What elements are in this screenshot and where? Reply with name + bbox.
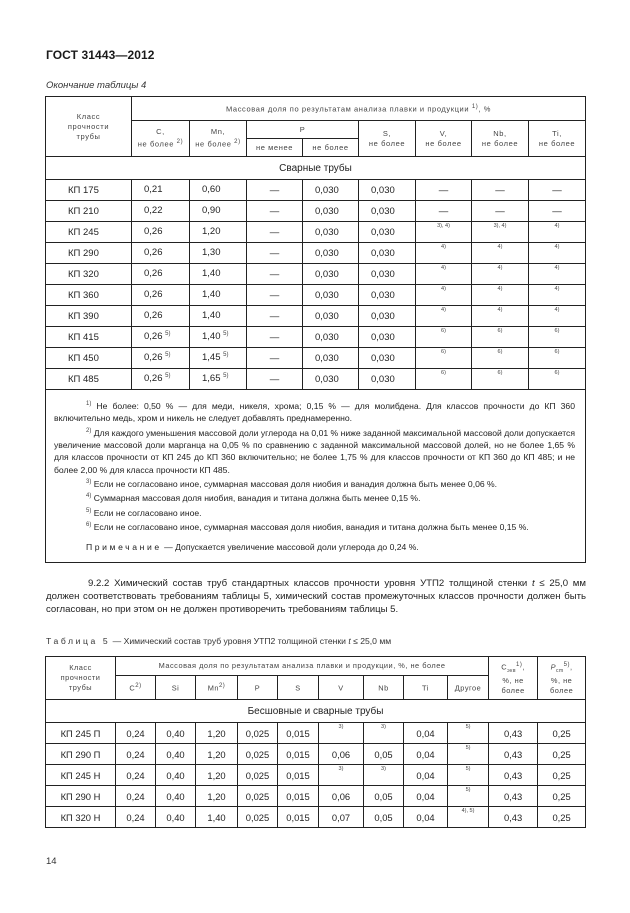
footnote-ref: 6) — [441, 369, 446, 376]
footnote-ref: 6) — [497, 348, 503, 355]
table-row: КП 415 0,26 $^{5)}$ 1,40 $^{5)}$ — 0,030 0,030 $^{6)}$ $^{6)}$ $^{6)}$ — [46, 327, 586, 348]
class-cell: КП 290 Н — [46, 786, 116, 807]
class-cell: КП 210 — [46, 201, 132, 222]
class-cell: КП 245 П — [46, 723, 116, 744]
table-row: КП 210 0,22 0,90 — 0,030 0,030 — — — — [46, 201, 586, 222]
footnote-1: $^{1)}$ Не более: 0,50 % — для меди, никеля, хрома; 0,15 % — для молибдена. Для классов прочности до КП 360 включительно медь, хром и никель не следует добавлять преднамеренно. — [54, 400, 575, 424]
table-row: КП 290 П 0,24 0,40 1,20 0,025 0,015 0,06 0,05 0,04 $^{5)}$ 0,43 0,25 — [46, 744, 586, 765]
table-row: КП 485 0,26 $^{5)}$ 1,65 $^{5)}$ — 0,030 0,030 $^{6)}$ $^{6)}$ $^{6)}$ — [46, 369, 586, 390]
class-cell: КП 320 Н — [46, 807, 116, 828]
header-p: P — [238, 676, 278, 700]
table-row: КП 320 Н 0,24 0,40 1,40 0,025 0,015 0,07 0,05 0,04 $^{4), 5)}$ 0,43 0,25 — [46, 807, 586, 828]
footnote-ref: 4) — [441, 306, 446, 313]
footnote-ref: 4), 5) — [461, 807, 475, 814]
table5-caption: Таблица 5 — Химический состав труб уровня УТП2 толщиной стенки t ≤ 25,0 мм — [46, 636, 392, 646]
table4-caption: Окончание таблицы 4 — [46, 80, 147, 91]
header-v: V — [319, 676, 364, 700]
footnote-3: $^{3)}$ Если не согласовано иное, суммарная массовая доля ниобия и ванадия должна быть менее 0,06 %. — [86, 479, 498, 490]
footnote-ref: 4) — [497, 243, 503, 250]
table-row: КП 450 0,26 $^{5)}$ 1,45 $^{5)}$ — 0,030 0,030 $^{6)}$ $^{6)}$ $^{6)}$ — [46, 348, 586, 369]
header-p-max: не более — [303, 139, 359, 157]
table4-note: Примечание — Допускается увеличение массовой доли углерода до 0,24 %. — [86, 542, 419, 553]
footnote-ref: 4) — [554, 222, 560, 229]
footnote-ref: 6) — [554, 348, 560, 355]
header-c: C, не более $^{2)}$ — [132, 121, 190, 157]
footnote-ref: 4) — [554, 264, 560, 271]
footnote-6: $^{6)}$ Если не согласовано иное, суммарная массовая доля ниобия, ванадия и титана должна быть менее 0,15 %. — [86, 521, 529, 532]
header-ti: Ti, не более — [529, 121, 586, 157]
class-cell: КП 290 — [46, 243, 132, 264]
table-row: КП 360 0,26 1,40 — 0,030 0,030 $^{4)}$ $^{4)}$ $^{4)}$ — [46, 285, 586, 306]
class-cell: КП 290 П — [46, 744, 116, 765]
footnote-ref: 5) — [465, 723, 471, 730]
table-row: КП 245 0,26 1,20 — 0,030 0,030 $^{3), 4)}$ $^{3), 4)}$ $^{4)}$ — [46, 222, 586, 243]
header-p: P — [247, 121, 359, 139]
class-cell: КП 360 — [46, 285, 132, 306]
footnote-ref: 5) — [465, 786, 471, 793]
header-v: V, не более — [416, 121, 472, 157]
header-pcm: $P_{cm}^{5)}$, %, не более — [538, 657, 586, 700]
header-ceq: $C_{экв}^{1)}$, %, не более — [489, 657, 538, 700]
header-s: S — [278, 676, 319, 700]
table-row: КП 290 Н 0,24 0,40 1,20 0,025 0,015 0,06 0,05 0,04 $^{5)}$ 0,43 0,25 — [46, 786, 586, 807]
footnote-2: $^{2)}$ Для каждого уменьшения массовой доли углерода на 0,01 % ниже заданной максимальной массовой доли допускается увеличение массовой доли марганца на 0,05 % по сравнению с заданной максимальной массовой долей, но не более 1,65 % для классов прочности от КП 245 до КП 360 включительно; не более 1,75 % для классов прочности от КП 360 до КП 485; и не более 2,00 % для класса прочности КП 485. — [54, 427, 575, 475]
table-4 — [45, 96, 586, 563]
footnote-ref: 6) — [441, 327, 446, 334]
document-id: ГОСТ 31443—2012 — [46, 48, 155, 62]
footnote-ref: 3) — [338, 723, 344, 730]
header-mass-fraction: Массовая доля по результатам анализа плавки и продукции, %, не более — [116, 657, 489, 676]
footnote-4: $^{4)}$ Суммарная массовая доля ниобия, ванадия и титана должна быть менее 0,15 %. — [86, 493, 421, 504]
footnote-ref: 3) — [338, 765, 344, 772]
table-row: КП 245 П 0,24 0,40 1,20 0,025 0,015 $^{3)}$ $^{3)}$ 0,04 $^{5)}$ 0,43 0,25 — [46, 723, 586, 744]
header-s: S, не более — [359, 121, 416, 157]
class-cell: КП 390 — [46, 306, 132, 327]
table-5 — [45, 656, 586, 828]
footnote-ref: 6) — [554, 327, 560, 334]
table-row: КП 290 0,26 1,30 — 0,030 0,030 $^{4)}$ $^{4)}$ $^{4)}$ — [46, 243, 586, 264]
footnote-ref: 6) — [554, 369, 560, 376]
header-mass-fraction: Массовая доля по результатам анализа плавки и продукции $^{1)}$, % — [132, 97, 586, 121]
footnote-ref: 4) — [441, 264, 446, 271]
header-mn: Mn$^{2)}$ — [196, 676, 238, 700]
header-ti: Ti — [404, 676, 448, 700]
section-welded-pipes: Сварные трубы — [46, 157, 586, 180]
footnote-ref: 4) — [497, 264, 503, 271]
section-seamless-welded-pipes: Бесшовные и сварные трубы — [46, 700, 586, 723]
class-cell: КП 320 — [46, 264, 132, 285]
footnote-ref: 5) — [465, 765, 471, 772]
table4-footnotes — [46, 390, 586, 563]
class-cell: КП 415 — [46, 327, 132, 348]
footnote-ref: 3), 4) — [493, 222, 507, 229]
class-cell: КП 175 — [46, 180, 132, 201]
footnote-ref: 4) — [441, 285, 446, 292]
footnote-ref: 4) — [554, 285, 560, 292]
header-si: Si — [156, 676, 196, 700]
footnote-ref: 6) — [441, 348, 446, 355]
header-class: Класс прочности трубы — [46, 97, 132, 157]
paragraph-9-2-2: 9.2.2 Химический состав труб стандартных классов прочности уровня УТП2 толщиной стенки t ≤ 25,0 мм должен соответствовать требованиям таблицы 5, химический состав промежуточных классов прочности должен быть согласован, но при этом он не должен противоречить требованиям таблицы 5. — [46, 578, 586, 615]
footnote-ref: 5) — [465, 744, 471, 751]
header-class: Класс прочности трубы — [46, 657, 116, 700]
footnote-ref: 4) — [554, 243, 560, 250]
header-mn: Mn, не более $^{2)}$ — [190, 121, 247, 157]
class-cell: КП 245 — [46, 222, 132, 243]
footnote-ref: 4) — [497, 285, 503, 292]
header-nb: Nb — [364, 676, 404, 700]
table-row: КП 320 0,26 1,40 — 0,030 0,030 $^{4)}$ $^{4)}$ $^{4)}$ — [46, 264, 586, 285]
class-cell: КП 245 Н — [46, 765, 116, 786]
footnote-ref: 3), 4) — [437, 222, 450, 229]
footnote-ref: 4) — [554, 306, 560, 313]
footnote-ref: 6) — [497, 369, 503, 376]
footnote-ref: 6) — [497, 327, 503, 334]
footnote-ref: 4) — [441, 243, 446, 250]
header-p-min: не менее — [247, 139, 303, 157]
footnote-5: $^{5)}$ Если не согласовано иное. — [86, 507, 202, 518]
table-row: КП 175 0,21 0,60 — 0,030 0,030 — — — — [46, 180, 586, 201]
class-cell: КП 450 — [46, 348, 132, 369]
header-c: $C^{2)}$ — [116, 676, 156, 700]
page-number: 14 — [46, 856, 57, 867]
footnote-ref: 3) — [381, 765, 386, 772]
class-cell: КП 485 — [46, 369, 132, 390]
table-row: КП 390 0,26 1,40 — 0,030 0,030 $^{4)}$ $^{4)}$ $^{4)}$ — [46, 306, 586, 327]
table-row: КП 245 Н 0,24 0,40 1,20 0,025 0,015 $^{3)}$ $^{3)}$ 0,04 $^{5)}$ 0,43 0,25 — [46, 765, 586, 786]
footnote-ref: 4) — [497, 306, 503, 313]
header-nb: Nb, не более — [472, 121, 529, 157]
header-другое: Другое — [448, 676, 489, 700]
footnote-ref: 3) — [381, 723, 386, 730]
